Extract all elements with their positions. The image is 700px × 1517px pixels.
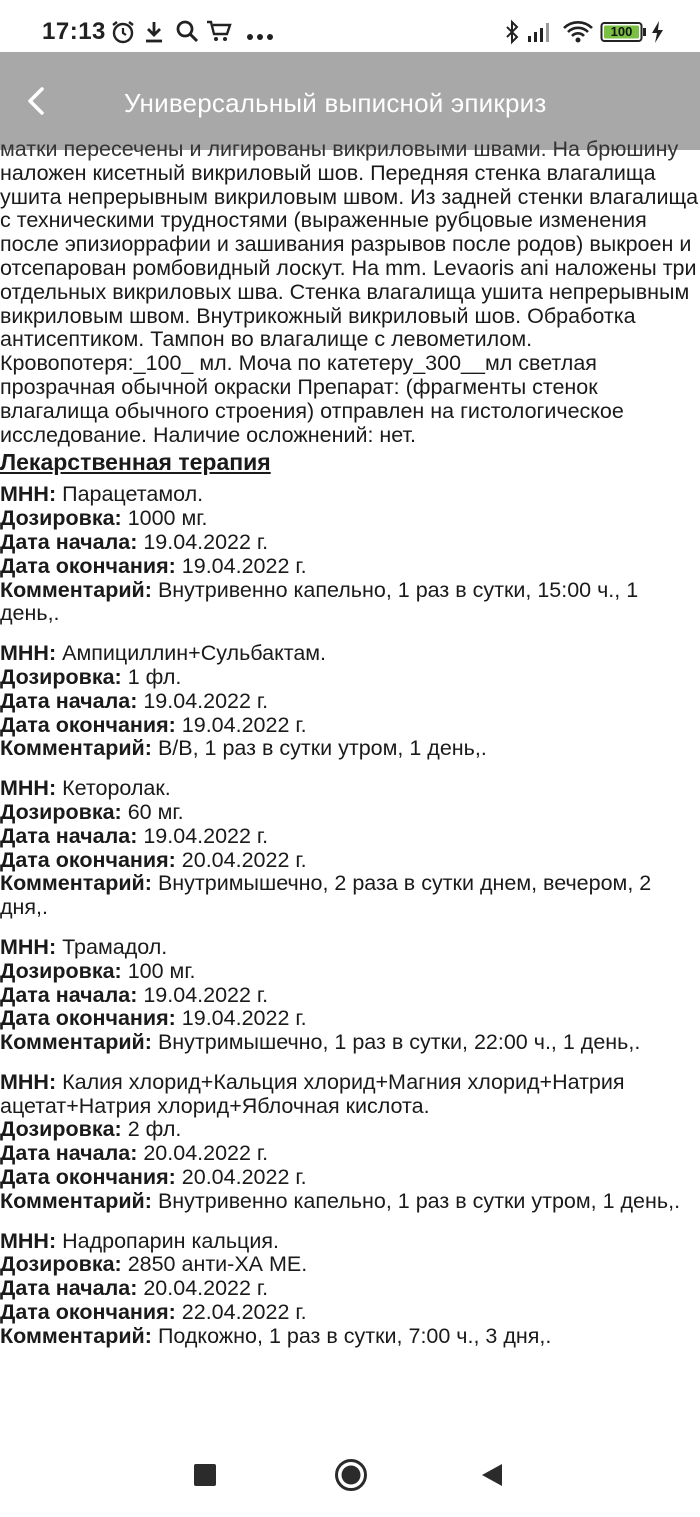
med-comment-label: Комментарий: <box>0 736 152 761</box>
bluetooth-icon <box>504 20 520 49</box>
med-end-date <box>0 1301 700 1325</box>
med-comment-value: Внутримышечно, 2 раза в сутки днем, вечером, 2 дня,. <box>0 871 652 920</box>
med-end-date-value: 20.04.2022 г. <box>181 1165 307 1190</box>
wifi-icon <box>562 20 594 49</box>
med-end-date-label: Дата окончания: <box>0 1300 176 1325</box>
med-comment-label: Комментарий: <box>0 577 152 602</box>
med-dose-label: Дозировка: <box>0 664 122 689</box>
medication-entry <box>0 777 700 920</box>
med-mnn <box>0 483 700 507</box>
med-dose <box>0 1118 700 1142</box>
med-dose <box>0 666 700 690</box>
med-dose <box>0 1253 700 1277</box>
med-comment-value: В/В, 1 раз в сутки утром, 1 день,. <box>157 736 487 761</box>
med-start-date-value: 19.04.2022 г. <box>143 529 269 554</box>
med-comment-value: Внутривенно капельно, 1 раз в сутки, 15:00 ч., 1 день,. <box>0 577 639 626</box>
medication-entry <box>0 483 700 626</box>
med-end-date <box>0 849 700 873</box>
med-start-date-value: 20.04.2022 г. <box>143 1276 269 1301</box>
med-mnn-value: Кеторолак. <box>62 776 171 801</box>
med-end-date-label: Дата окончания: <box>0 1165 176 1190</box>
med-comment-label: Комментарий: <box>0 1030 152 1055</box>
med-mnn <box>0 777 700 801</box>
nav-back-button[interactable] <box>481 1463 503 1492</box>
med-start-date-value: 20.04.2022 г. <box>143 1141 269 1166</box>
med-comment <box>0 1190 700 1214</box>
med-mnn-label: МНН: <box>0 482 57 507</box>
med-end-date <box>0 1007 700 1031</box>
med-mnn-label: МНН: <box>0 641 57 666</box>
med-end-date <box>0 714 700 738</box>
med-start-date-label: Дата начала: <box>0 1141 138 1166</box>
download-icon <box>143 20 165 49</box>
back-button[interactable] <box>16 80 58 122</box>
med-comment <box>0 872 700 920</box>
med-dose-value: 2850 анти-ХА МЕ. <box>127 1252 308 1277</box>
med-end-date-value: 22.04.2022 г. <box>181 1300 307 1325</box>
med-start-date <box>0 531 700 555</box>
med-dose-label: Дозировка: <box>0 506 122 531</box>
med-comment-value: Подкожно, 1 раз в сутки, 7:00 ч., 3 дня,. <box>157 1323 552 1348</box>
med-start-date <box>0 690 700 714</box>
med-end-date-label: Дата окончания: <box>0 712 176 737</box>
med-mnn <box>0 642 700 666</box>
battery-level: 100 <box>610 24 633 39</box>
home-button[interactable] <box>334 1458 368 1497</box>
system-nav-bar <box>0 1430 700 1517</box>
more-dots-icon <box>246 28 274 46</box>
app-bar <box>0 52 700 150</box>
med-comment <box>0 1031 700 1055</box>
med-dose-value: 1 фл. <box>127 664 182 689</box>
med-end-date-value: 20.04.2022 г. <box>181 847 307 872</box>
med-end-date-value: 19.04.2022 г. <box>181 553 307 578</box>
med-dose-label: Дозировка: <box>0 1117 122 1142</box>
med-dose-value: 2 фл. <box>127 1117 182 1142</box>
med-comment <box>0 579 700 627</box>
recents-square-icon <box>193 1474 217 1491</box>
cart-icon <box>206 19 232 48</box>
med-mnn-value: Ампициллин+Сульбактам. <box>62 641 327 666</box>
charging-icon <box>650 20 664 49</box>
med-start-date <box>0 825 700 849</box>
med-start-date <box>0 1142 700 1166</box>
med-dose <box>0 801 700 825</box>
medication-entry <box>0 1071 700 1214</box>
med-mnn <box>0 936 700 960</box>
med-dose-label: Дозировка: <box>0 799 122 824</box>
recents-button[interactable] <box>193 1463 217 1492</box>
med-start-date-label: Дата начала: <box>0 688 138 713</box>
med-mnn <box>0 1230 700 1254</box>
med-dose-value: 60 мг. <box>127 799 184 824</box>
med-start-date-value: 19.04.2022 г. <box>143 982 269 1007</box>
med-end-date-label: Дата окончания: <box>0 1006 176 1031</box>
med-dose-value: 1000 мг. <box>127 506 208 531</box>
med-end-date-value: 19.04.2022 г. <box>181 712 307 737</box>
status-time: 17:13 <box>42 18 106 45</box>
operation-partial-line: матки пересечены и лигированы викриловыми швами. На брюшину <box>0 137 679 161</box>
med-comment-value: Внутримышечно, 1 раз в сутки, 22:00 ч., 1 день,. <box>157 1030 641 1055</box>
section-title-drug-therapy: Лекарственная терапия <box>0 449 271 476</box>
back-triangle-icon <box>481 1474 503 1491</box>
medication-list <box>0 483 700 1348</box>
med-end-date-label: Дата окончания: <box>0 847 176 872</box>
med-end-date-value: 19.04.2022 г. <box>181 1006 307 1031</box>
med-start-date <box>0 984 700 1008</box>
med-mnn-value: Парацетамол. <box>62 482 204 507</box>
medication-entry <box>0 936 700 1055</box>
med-dose-value: 100 мг. <box>127 958 196 983</box>
operation-description: наложен кисетный викриловый шов. Передняя стенка влагалища ушита непрерывным викриловым швом. Из задней стенки влагалища с техническими трудностями (выраженные рубцовые изменения после эпизиоррафии и зашивания разрывов после родов) выкроен и отсепарован ромбовидный лоскут. На mm. Levaoris ani наложены три отдельных викриловых шва. Стенка влагалища ушита непрерывным викриловым швом. Внутрикожный викриловый шов. Обработка антисептиком. Тампон во влагалище с левометилом. Кровопотеря:_100_ мл. Моча по катетеру_300__мл светлая прозрачная обычной окраски Препарат: (фрагменты стенок влагалища обычного строения) отправлен на гистологическое исследование. Наличие осложнений: нет. <box>0 160 699 447</box>
med-end-date <box>0 555 700 579</box>
med-start-date-label: Дата начала: <box>0 823 138 848</box>
alarm-icon <box>110 19 136 50</box>
med-start-date-value: 19.04.2022 г. <box>143 823 269 848</box>
home-circle-icon <box>334 1479 368 1496</box>
med-comment-label: Комментарий: <box>0 1323 152 1348</box>
med-mnn-value: Калия хлорид+Кальция хлорид+Магния хлорид+Натрия ацетат+Натрия хлорид+Яблочная кислота. <box>0 1069 625 1118</box>
med-mnn-label: МНН: <box>0 934 57 959</box>
med-end-date-label: Дата окончания: <box>0 553 176 578</box>
med-comment-value: Внутривенно капельно, 1 раз в сутки утром, 1 день,. <box>157 1188 681 1213</box>
med-start-date-label: Дата начала: <box>0 982 138 1007</box>
med-mnn-value: Надропарин кальция. <box>62 1228 279 1253</box>
med-comment-label: Комментарий: <box>0 871 152 896</box>
med-comment <box>0 737 700 761</box>
search-icon <box>175 19 199 48</box>
med-start-date-label: Дата начала: <box>0 1276 138 1301</box>
signal-icon <box>526 21 554 48</box>
med-comment <box>0 1325 700 1349</box>
med-end-date <box>0 1166 700 1190</box>
med-mnn-label: МНН: <box>0 1228 57 1253</box>
epicrisis-content[interactable] <box>0 137 700 1430</box>
med-start-date <box>0 1277 700 1301</box>
status-bar <box>0 0 700 52</box>
med-start-date-label: Дата начала: <box>0 529 138 554</box>
medication-entry <box>0 642 700 761</box>
med-start-date-value: 19.04.2022 г. <box>143 688 269 713</box>
med-mnn-label: МНН: <box>0 776 57 801</box>
medication-entry <box>0 1230 700 1349</box>
med-dose-label: Дозировка: <box>0 1252 122 1277</box>
chevron-left-icon <box>16 109 58 126</box>
med-mnn <box>0 1071 700 1119</box>
med-mnn-label: МНН: <box>0 1069 57 1094</box>
med-dose <box>0 960 700 984</box>
med-comment-label: Комментарий: <box>0 1188 152 1213</box>
med-mnn-value: Трамадол. <box>62 934 168 959</box>
med-dose <box>0 507 700 531</box>
page-title: Универсальный выписной эпикриз <box>124 88 547 118</box>
med-dose-label: Дозировка: <box>0 958 122 983</box>
